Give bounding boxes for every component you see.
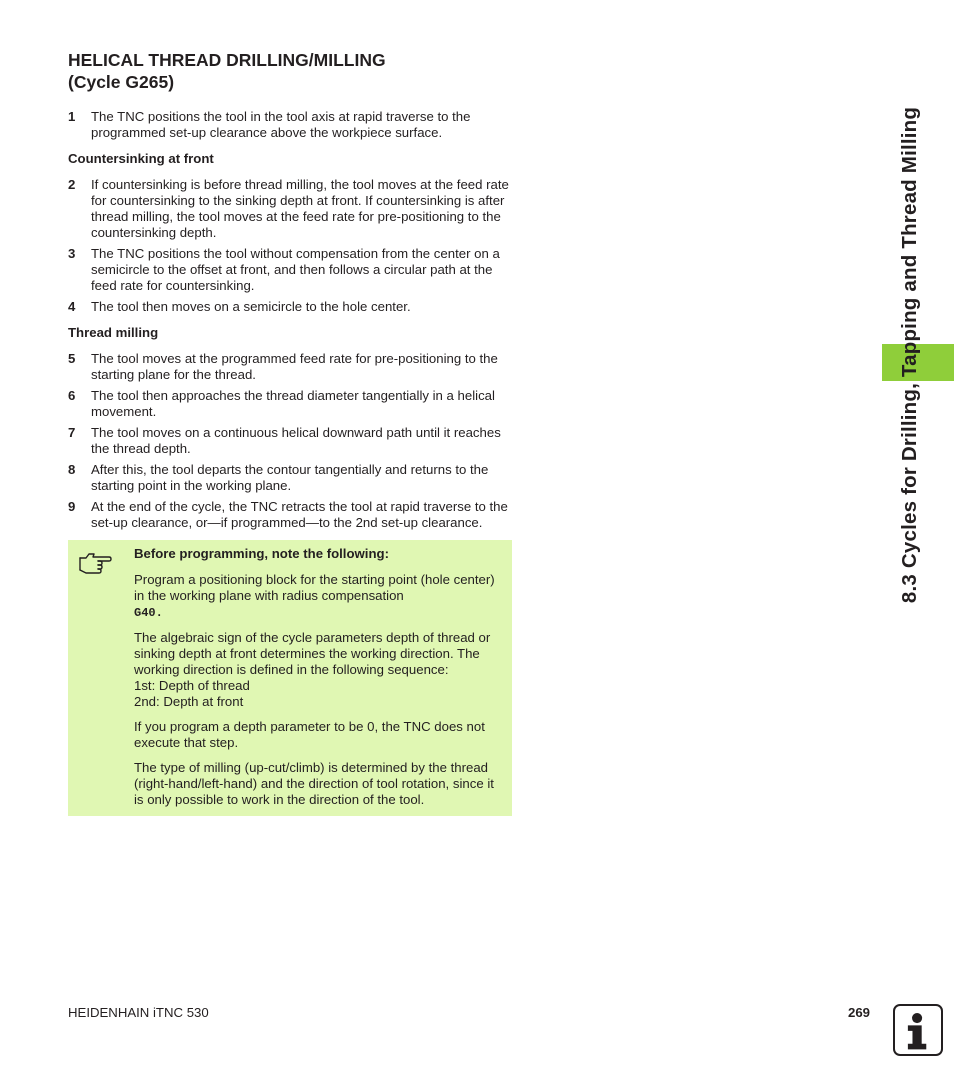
step-7 [68, 425, 512, 457]
note-p2-text: The algebraic sign of the cycle parameters depth of thread or sinking depth at front determines the working direction. The working direction is defined in the following sequence: [134, 630, 491, 677]
step-text: At the end of the cycle, the TNC retracts the tool at rapid traverse to the set-up clearance, or—if programmed—to the 2nd set-up clearance. [91, 499, 508, 530]
step-text: The tool then moves on a semicircle to the hole center. [91, 299, 411, 314]
heading-line-1: HELICAL THREAD DRILLING/MILLING [68, 50, 386, 70]
info-icon [893, 1004, 943, 1056]
step-text: The tool then approaches the thread diameter tangentially in a helical movement. [91, 388, 495, 419]
note-p2-line-2: 2nd: Depth at front [134, 694, 244, 709]
subheading-countersinking: Countersinking at front [68, 151, 214, 166]
heading-line-2: (Cycle G265) [68, 72, 175, 92]
step-text: If countersinking is before thread milling, the tool moves at the feed rate for countersinking to the sinking depth at front. If countersinking is after thread milling, the tool moves at the feed rate for pre-positioning to the countersinking depth. [91, 177, 509, 240]
note-title: Before programming, note the following: [134, 546, 389, 561]
note-p1-text: Program a positioning block for the starting point (hole center) in the working plane with radius compensation [134, 572, 495, 603]
step-number: 5 [68, 351, 76, 366]
step-number: 8 [68, 462, 76, 477]
step-number: 7 [68, 425, 76, 440]
note-p1-code: G40. [134, 606, 163, 620]
page-number: 269 [848, 1005, 871, 1020]
step-number: 1 [68, 109, 76, 124]
step-text: After this, the tool departs the contour tangentially and returns to the starting point in the working plane. [91, 462, 489, 493]
step-4 [68, 299, 512, 315]
step-text: The TNC positions the tool in the tool axis at rapid traverse to the programmed set-up clearance above the workpiece surface. [91, 109, 471, 140]
step-5 [68, 351, 512, 383]
step-3 [68, 246, 512, 294]
step-text: The tool moves at the programmed feed rate for pre-positioning to the starting plane for the thread. [91, 351, 498, 382]
chapter-side-title: 8.3 Cycles for Drilling, Tapping and Thread Milling [898, 106, 921, 604]
note-paragraph-2 [134, 630, 500, 710]
main-content [68, 109, 512, 816]
step-number: 9 [68, 499, 76, 514]
step-2 [68, 177, 512, 241]
step-number: 2 [68, 177, 76, 192]
footer-product-name: HEIDENHAIN iTNC 530 [68, 1005, 209, 1020]
note-paragraph-3: If you program a depth parameter to be 0, the TNC does not execute that step. [134, 719, 485, 750]
section-heading [68, 49, 386, 93]
step-number: 3 [68, 246, 76, 261]
note-paragraph-4: The type of milling (up-cut/climb) is determined by the thread (right-hand/left-hand) and the direction of tool rotation, since it is only possible to work in the direction of the tool. [134, 760, 494, 807]
pointing-hand-icon [78, 550, 112, 574]
step-text: The tool moves on a continuous helical downward path until it reaches the thread depth. [91, 425, 501, 456]
note-paragraph-1 [134, 572, 500, 621]
info-glyph [895, 1006, 941, 1054]
step-number: 6 [68, 388, 76, 403]
subheading-thread-milling: Thread milling [68, 325, 159, 340]
step-8 [68, 462, 512, 494]
step-text: The TNC positions the tool without compensation from the center on a semicircle to the offset at front, and then follows a circular path at the feed rate for countersinking. [91, 246, 500, 293]
step-number: 4 [68, 299, 76, 314]
step-1 [68, 109, 512, 141]
note-p2-line-1: 1st: Depth of thread [134, 678, 250, 693]
step-9 [68, 499, 512, 531]
note-box [68, 540, 512, 816]
step-6 [68, 388, 512, 420]
